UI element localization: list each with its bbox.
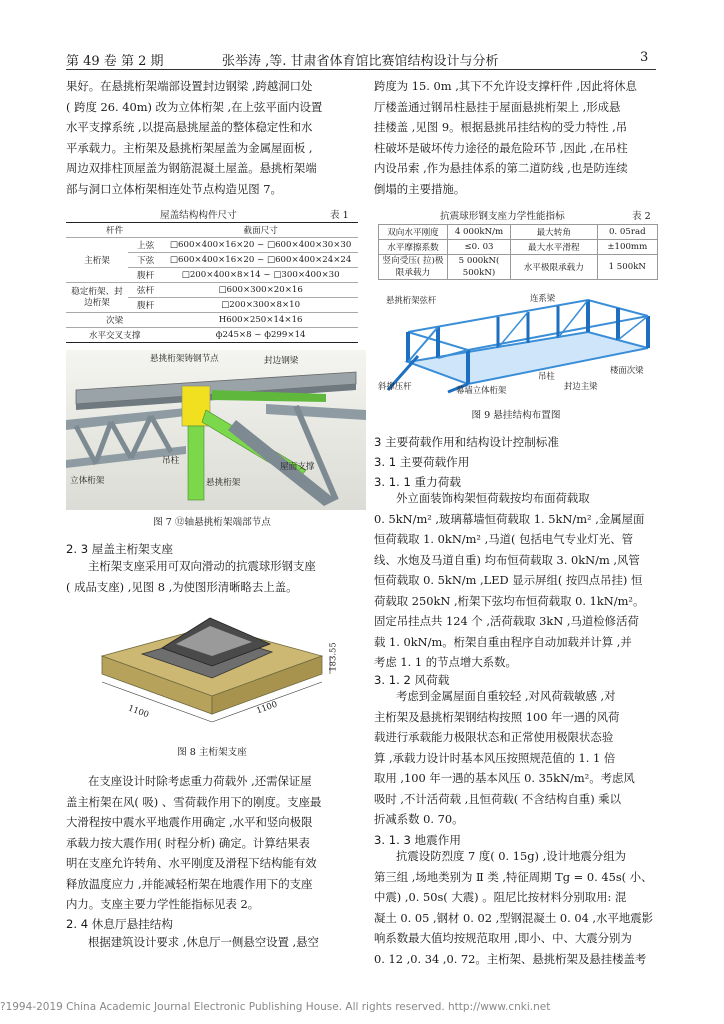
- section-2-3-continued: 在支座设计时除考虑重力荷载外 ,还需保证屋 盖主桁架在风( 吸) 、雪荷载作用下的刚度。支座最 大滑程按中震水平地震作用确定 ,水平和竖向极限 承载力按大震作用( 时程分析) 确定。计算结果表 明在支座允许转角、水平刚度及滑程下结构能有效 释放温度应力 ,并能减轻桁架在地震作用下的支座 内力。支座主要力学性能指标见表 2。: [66, 774, 322, 911]
- figure9: [378, 292, 658, 404]
- fig9-label-floor-beam: 楼面次梁: [610, 365, 644, 375]
- table1-title: 屋盖结构构件尺寸: [160, 210, 237, 221]
- fig9-label-curtain-truss: 幕墙立体桁架: [456, 385, 507, 395]
- fig7-label-edge-beam: 封边钢梁: [264, 356, 299, 366]
- section-3-1-1-heading: 3. 1. 1 重力荷载: [374, 475, 461, 489]
- figure7-caption: 图 7 ⑫轴悬挑桁架端部节点: [153, 517, 271, 528]
- section-2-3-paragraph: 主桁架支座采用可双向滑动的抗震球形钢支座 ( 成品支座) ,见图 8 ,为使图形清晰略去上盖。: [66, 559, 316, 594]
- figure9-caption: 图 9 悬挂结构布置图: [471, 410, 561, 421]
- section-3-1-3-heading: 3. 1. 3 地震作用: [374, 833, 461, 847]
- fig7-label-cast-node: 悬挑桁架铸钢节点: [150, 354, 219, 364]
- fig7-label-roof-brace: 屋面支撑: [280, 462, 315, 472]
- page-number: 3: [640, 50, 649, 65]
- copyright-footer: ?1994-2019 China Academic Journal Electronic Publishing House. All rights reserved. http://www.cnki.net: [0, 1001, 551, 1013]
- fig7-label-hanger: 吊柱: [162, 456, 180, 466]
- section-3-1-1-paragraph: 外立面装饰构架恒荷载按均布面荷载取 0. 5kN/m² ,玻璃幕墙恒荷载取 1. 5kN/m² ,金属屋面 恒荷载取 1. 0kN/m² ,马道( 包括电气专业灯光、管 线、水炮及马道自重) 均布恒荷载取 3. 0kN/m ,风管 恒荷载取 0. 5kN/m ,LED 显示屏组( 按四点吊挂) 恒 荷载取 250kN ,桁架下弦均布恒荷载取 0. 1kN/m²。 固定吊挂点共 124 个 ,活荷载取 3kN ,马道检修活荷 载 1. 0kN/m。桁架自重由程序自动加载并计算 ,并 考虑 1. 1 的节点增大系数。: [374, 491, 645, 669]
- fig9-label-strut: 斜撑压杆: [378, 381, 412, 391]
- fig8-dim-height: 183.55: [327, 642, 338, 672]
- header-rule: [66, 69, 656, 70]
- section-3-heading: 3 主要荷载作用和结构设计控制标准: [374, 435, 559, 449]
- section-3-1-2-paragraph: 考虑到金属屋面自重较轻 ,对风荷载敏感 ,对 主桁架及悬挑桁架钢结构按照 100 年一遇的风荷 载进行承载能力极限状态和正常使用极限状态验 算 ,承载力设计时基本风压按照规范值的 1. 1 倍 取用 ,100 年一遇的基本风压 0. 35kN/m²。考虑风 吸时 ,不计活荷载 ,且恒荷载( 不含结构自重) 乘以 折减系数 0. 70。: [374, 689, 635, 826]
- figure7: [66, 350, 366, 510]
- figure8: [92, 596, 342, 736]
- fig8-dim-left: 1100: [126, 702, 151, 720]
- fig9-label-edge-girder: 封边主梁: [564, 381, 598, 391]
- running-title: 张举涛 ,等. 甘肃省体育馆比赛馆结构设计与分析: [222, 54, 499, 69]
- right-top-paragraph: 跨度为 15. 0m ,其下不允许设支撑杆件 ,因此将休息 厅楼盖通过钢吊柱悬挂于屋面悬挑桁架上 ,形成悬 挂楼盖 ,见图 9。根据悬挑吊挂结构的受力特性 ,吊 柱破坏是破坏传力途径的最危险环节 ,因此 ,在吊柱 内设吊索 ,作为悬挂体系的第二道防线 ,也是防连续 倒塌的主要措施。: [374, 79, 637, 196]
- section-2-3-heading: 2. 3 屋盖主桁架支座: [66, 542, 173, 556]
- figure8-caption: 图 8 主桁架支座: [177, 747, 247, 758]
- fig7-label-space-truss: 立体桁架: [70, 476, 105, 486]
- fig9-label-chord: 悬挑桁架弦杆: [386, 295, 437, 305]
- section-3-1-heading: 3. 1 主要荷载作用: [374, 455, 470, 469]
- section-3-1-2-heading: 3. 1. 2 风荷载: [374, 673, 450, 687]
- left-top-paragraph: 果好。在悬挑桁架端部设置封边钢梁 ,跨越洞口处 ( 跨度 26. 40m) 改为立体桁架 ,在上弦平面内设置 水平支撑系统 ,以提高悬挑屋盖的整体稳定性和水 平承载力。主桁架及悬挑桁架屋盖为金属屋面板 , 周边双排柱顶屋盖为钢筋混凝土屋盖。悬挑桁架端 部与洞口立体桁架相连处节点构造见图 7。: [66, 79, 323, 196]
- journal-issue: 第 49 卷 第 2 期: [66, 54, 164, 69]
- fig9-label-tie-beam: 连系梁: [530, 293, 556, 303]
- table1: 杆件 截面尺寸 主桁架 上弦 □600×400×16×20 ~ □600×400×30×30 下弦 □600×400×16×20 ~ □600×400×24×24 腹杆 □200×400×8×14 ~ □300×400×30 稳定桁架、封边桁架 弦杆 □600×300×20×16 腹杆 □200×300×8×10 次梁 H600×250×14×16 水平交叉支撑 ф245×8 ~ ф299×14: [66, 223, 358, 343]
- fig8-dim-right: 1100: [254, 698, 279, 716]
- table2-title: 抗震球形钢支座力学性能指标: [440, 211, 565, 222]
- fig7-label-cantilever: 悬挑桁架: [206, 478, 241, 488]
- table2: 双向水平刚度 4 000kN/m 最大转角 0. 05rad 水平摩擦系数 ≤0. 03 最大水平滑程 ±100mm 竖向受压( 拉)极限承载力 5 000kN( 500kN) 水平极限承载力 1 500kN: [378, 224, 658, 280]
- table2-label: 表 2: [632, 211, 651, 222]
- section-3-1-3-paragraph: 抗震设防烈度 7 度( 0. 15g) ,设计地震分组为 第三组 ,场地类别为 Ⅱ 类 ,特征周期 Tg = 0. 45s( 小、 中震) ,0. 50s( 大震) 。阻尼比按材料分别取用: 混 凝土 0. 05 ,钢材 0. 02 ,型钢混凝土 0. 04 ,水平地震影 响系数最大值均按规范取用 ,即小、中、大震分别为 0. 12 ,0. 34 ,0. 72。主桁架、悬挑桁架及悬挂楼盖考: [374, 849, 654, 966]
- section-2-4-heading: 2. 4 休息厅悬挂结构: [66, 917, 173, 931]
- fig9-label-hanger: 吊柱: [538, 371, 555, 381]
- section-2-4-paragraph: 根据建筑设计要求 ,休息厅一侧悬空设置 ,悬空: [88, 935, 319, 949]
- table1-label: 表 1: [330, 210, 349, 221]
